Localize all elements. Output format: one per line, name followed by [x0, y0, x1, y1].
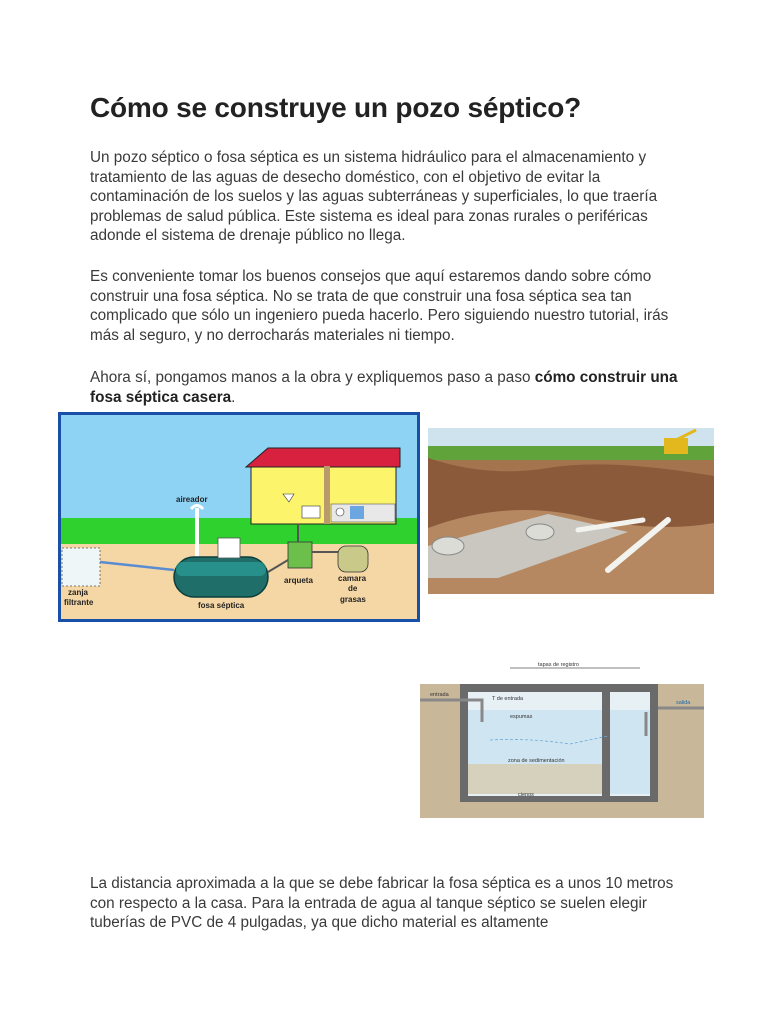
tank-water [176, 562, 266, 576]
house-roof [246, 448, 400, 467]
excavation-photo [428, 428, 714, 594]
label-camara-2: de [348, 584, 358, 593]
photo-manhole-2 [526, 524, 554, 540]
paragraph-steps-prefix: Ahora sí, pongamos manos a la obra y expliquemos paso a paso [90, 369, 535, 386]
label-zanja-1: zanja [68, 588, 89, 597]
label-fosa: fosa séptica [198, 601, 245, 610]
label-lodos: cienos [518, 792, 534, 798]
arqueta-box [288, 542, 312, 568]
label-zona: zona de sedimentación [508, 758, 565, 764]
photo-excavator [664, 438, 688, 454]
paragraph-steps-bold: cómo construir una fosa séptica casera [90, 369, 678, 406]
label-tapas: tapas de registro [538, 662, 579, 668]
photo-manhole-1 [432, 537, 464, 555]
label-zanja-2: filtrante [64, 598, 94, 607]
label-entrada: entrada [430, 692, 449, 698]
toilet-icon [302, 506, 320, 518]
septic-system-svg [58, 412, 420, 622]
paragraph-distance: La distancia aproximada a la que se debe fabricar la fosa séptica es a unos 10 metros con respecto a la casa. Para la entrada de agua al tanque séptico se suelen elegir tuberías de PVC de 4 pulgadas, ya que dicho material es altamente [90, 875, 674, 931]
sludge-layer [468, 764, 602, 794]
label-espumas: espumas [510, 714, 533, 720]
paragraph-advice: Es conveniente tomar los buenos consejos que aquí estaremos dando sobre cómo construir una fosa séptica. No se trata de que construir una fosa séptica sea tan complicado que sólo un ingeniero pueda hacerlo. Pero siguiendo nuestro tutorial, irás más al seguro, y no derrocharás materiales ni tiempo. [90, 268, 669, 344]
excavation-photo-svg [428, 428, 714, 594]
septic-system-illustration [58, 412, 420, 622]
label-salida: salida [676, 700, 691, 706]
septic-tank-cross-section [420, 660, 704, 818]
washer-icon [336, 508, 344, 516]
label-aireador: aireador [176, 495, 208, 504]
water-chamber-2 [610, 710, 650, 794]
zanja-filtrante [62, 548, 100, 586]
label-camara-1: camara [338, 574, 367, 583]
paragraph-intro: Un pozo séptico o fosa séptica es un sistema hidráulico para el almacenamiento y tratamiento de las aguas de desecho doméstico, con el objetivo de evitar la contaminación de los suelos y las aguas subterráneas y superficiales, lo que traería problemas de salud pública. Este sistema es ideal para zonas rurales o periféricas adonde el sistema de drenaje público no llega. [90, 149, 658, 244]
tank-manhole [218, 538, 240, 558]
cross-section-svg [420, 660, 704, 818]
article-title: Cómo se construye un pozo séptico? [90, 92, 582, 123]
paragraph-steps-suffix: . [231, 388, 236, 406]
paragraph-steps [90, 368, 690, 407]
sink-icon [350, 506, 364, 519]
label-arqueta: arqueta [284, 576, 313, 585]
label-t-entrada: T de entrada [492, 696, 524, 702]
label-camara-3: grasas [340, 595, 366, 604]
house-wall [324, 466, 330, 524]
camara-box [338, 546, 368, 572]
